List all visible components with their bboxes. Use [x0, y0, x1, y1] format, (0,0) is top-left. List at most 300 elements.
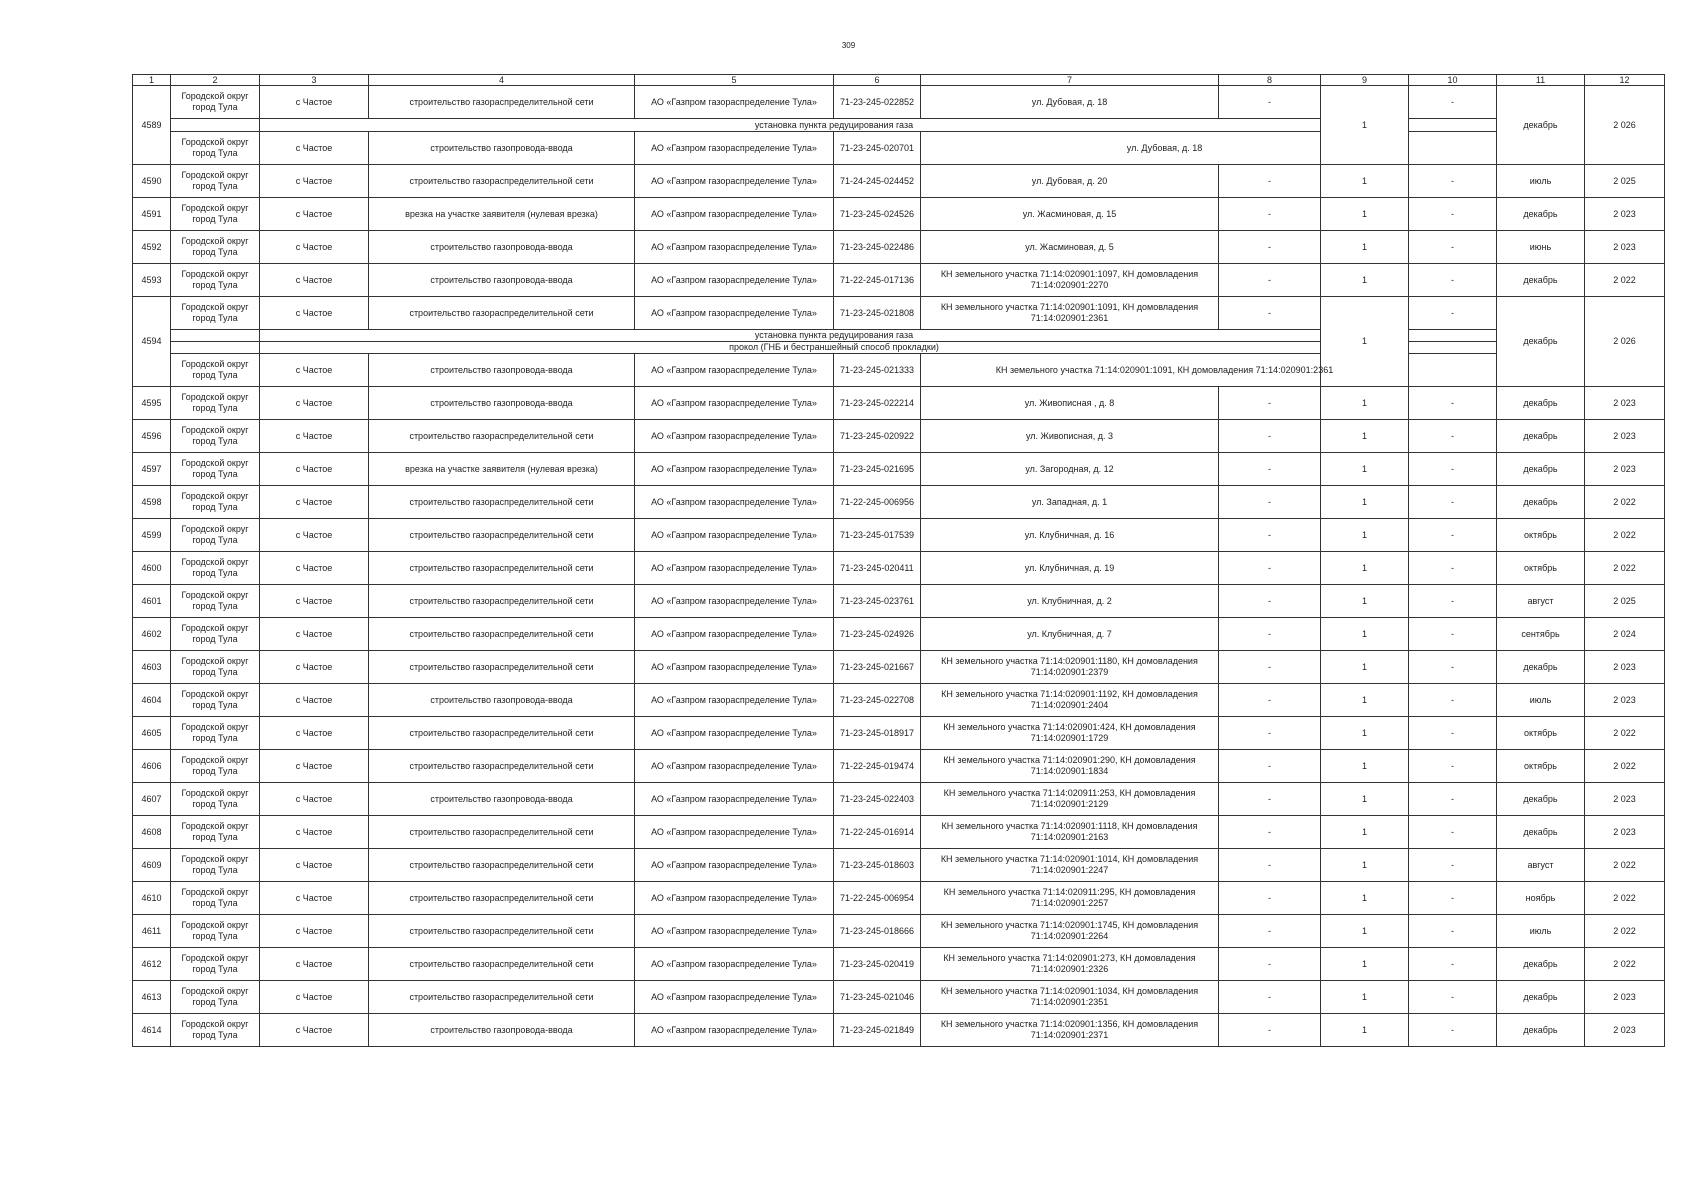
- column-8-cell: -: [1219, 165, 1321, 198]
- month-cell: декабрь: [1497, 486, 1585, 519]
- organization-cell: АО «Газпром газораспределение Тула»: [635, 264, 834, 297]
- work-type-cell: строительство газопровода-ввода: [369, 783, 635, 816]
- column-9-cell: 1: [1321, 882, 1409, 915]
- row-number-cell: 4610: [133, 882, 171, 915]
- organization-cell: АО «Газпром газораспределение Тула»: [635, 816, 834, 849]
- district-cell: Городской округ город Тула: [171, 387, 260, 420]
- row-number-cell: 4598: [133, 486, 171, 519]
- table-body: [133, 75, 1665, 1047]
- address-cell: КН земельного участка 71:14:020901:1034, КН домовладения 71:14:020901:2351: [921, 981, 1219, 1014]
- organization-cell: АО «Газпром газораспределение Тула»: [635, 585, 834, 618]
- application-code-cell: 71-23-245-024526: [834, 198, 921, 231]
- column-9-cell: 1: [1321, 849, 1409, 882]
- column-10-cell: [1409, 330, 1497, 342]
- row-number-cell: 4613: [133, 981, 171, 1014]
- work-type-cell: строительство газопровода-ввода: [369, 354, 635, 387]
- column-10-cell: -: [1409, 519, 1497, 552]
- year-cell: 2 022: [1585, 882, 1665, 915]
- organization-cell: АО «Газпром газораспределение Тула»: [635, 783, 834, 816]
- register-table: [132, 74, 1665, 1047]
- year-cell: 2 025: [1585, 165, 1665, 198]
- organization-cell: АО «Газпром газораспределение Тула»: [635, 231, 834, 264]
- year-cell: 2 026: [1585, 297, 1665, 387]
- column-10-cell: -: [1409, 486, 1497, 519]
- column-8-cell: -: [1219, 585, 1321, 618]
- district-cell: Городской округ город Тула: [171, 552, 260, 585]
- month-cell: декабрь: [1497, 198, 1585, 231]
- district-cell: Городской округ город Тула: [171, 783, 260, 816]
- settlement-cell: с Частое: [260, 849, 369, 882]
- column-10-cell: -: [1409, 915, 1497, 948]
- work-type-cell: строительство газопровода-ввода: [369, 684, 635, 717]
- settlement-cell: с Частое: [260, 585, 369, 618]
- district-cell: Городской округ город Тула: [171, 981, 260, 1014]
- organization-cell: АО «Газпром газораспределение Тула»: [635, 132, 834, 165]
- organization-cell: АО «Газпром газораспределение Тула»: [635, 948, 834, 981]
- table-row: [133, 585, 1665, 618]
- month-cell: июль: [1497, 915, 1585, 948]
- application-code-cell: 71-23-245-023761: [834, 585, 921, 618]
- work-type-cell: строительство газораспределительной сети: [369, 948, 635, 981]
- month-cell: август: [1497, 585, 1585, 618]
- month-cell: декабрь: [1497, 387, 1585, 420]
- address-cell: КН земельного участка 71:14:020901:1118, КН домовладения 71:14:020901:2163: [921, 816, 1219, 849]
- district-cell: Городской округ город Тула: [171, 297, 260, 330]
- table-row: [133, 750, 1665, 783]
- table-row: [133, 717, 1665, 750]
- settlement-cell: с Частое: [260, 165, 369, 198]
- settlement-cell: с Частое: [260, 453, 369, 486]
- column-8-cell: -: [1219, 264, 1321, 297]
- column-8-cell: -: [1219, 387, 1321, 420]
- column-10-cell: [1409, 342, 1497, 354]
- month-cell: декабрь: [1497, 816, 1585, 849]
- year-cell: 2 023: [1585, 816, 1665, 849]
- table-row: [133, 849, 1665, 882]
- table-row: [133, 618, 1665, 651]
- column-8-cell: -: [1219, 816, 1321, 849]
- row-number-cell: 4591: [133, 198, 171, 231]
- table-row: [133, 297, 1665, 330]
- district-cell: Городской округ город Тула: [171, 264, 260, 297]
- column-9-cell: 1: [1321, 297, 1409, 387]
- month-cell: октябрь: [1497, 717, 1585, 750]
- sub-work-cell: установка пункта редуцирования газа: [260, 330, 1409, 342]
- organization-cell: АО «Газпром газораспределение Тула»: [635, 453, 834, 486]
- column-8-cell: -: [1219, 618, 1321, 651]
- column-9-cell: 1: [1321, 618, 1409, 651]
- organization-cell: АО «Газпром газораспределение Тула»: [635, 717, 834, 750]
- empty-cell: [171, 330, 260, 342]
- year-cell: 2 022: [1585, 552, 1665, 585]
- organization-cell: АО «Газпром газораспределение Тула»: [635, 86, 834, 119]
- district-cell: Городской округ город Тула: [171, 354, 260, 387]
- settlement-cell: с Частое: [260, 948, 369, 981]
- column-9-cell: 1: [1321, 816, 1409, 849]
- column-10-cell: -: [1409, 198, 1497, 231]
- table-row: [133, 420, 1665, 453]
- application-code-cell: 71-23-245-020411: [834, 552, 921, 585]
- table-row: [133, 948, 1665, 981]
- address-cell: ул. Клубничная, д. 7: [921, 618, 1219, 651]
- address-cell: ул. Клубничная, д. 19: [921, 552, 1219, 585]
- address-cell: ул. Жасминовая, д. 15: [921, 198, 1219, 231]
- column-9-cell: 1: [1321, 165, 1409, 198]
- work-type-cell: строительство газораспределительной сети: [369, 486, 635, 519]
- column-10-cell: -: [1409, 420, 1497, 453]
- application-code-cell: 71-23-245-021808: [834, 297, 921, 330]
- column-10-cell: -: [1409, 783, 1497, 816]
- work-type-cell: строительство газораспределительной сети: [369, 585, 635, 618]
- application-code-cell: 71-23-245-017539: [834, 519, 921, 552]
- column-9-cell: 1: [1321, 453, 1409, 486]
- settlement-cell: с Частое: [260, 519, 369, 552]
- application-code-cell: 71-22-245-006956: [834, 486, 921, 519]
- empty-cell: [171, 119, 260, 132]
- application-code-cell: 71-23-245-020922: [834, 420, 921, 453]
- application-code-cell: 71-22-245-016914: [834, 816, 921, 849]
- district-cell: Городской округ город Тула: [171, 519, 260, 552]
- column-8-cell: -: [1219, 948, 1321, 981]
- column-header: 5: [635, 75, 834, 86]
- settlement-cell: с Частое: [260, 618, 369, 651]
- column-8-cell: -: [1219, 849, 1321, 882]
- work-type-cell: строительство газораспределительной сети: [369, 717, 635, 750]
- table-row: [133, 486, 1665, 519]
- district-cell: Городской округ город Тула: [171, 618, 260, 651]
- row-number-cell: 4609: [133, 849, 171, 882]
- district-cell: Городской округ город Тула: [171, 165, 260, 198]
- district-cell: Городской округ город Тула: [171, 816, 260, 849]
- column-8-cell: -: [1219, 486, 1321, 519]
- application-code-cell: 71-23-245-020419: [834, 948, 921, 981]
- month-cell: ноябрь: [1497, 882, 1585, 915]
- year-cell: 2 023: [1585, 420, 1665, 453]
- row-number-cell: 4594: [133, 297, 171, 387]
- district-cell: Городской округ город Тула: [171, 651, 260, 684]
- table-row: [133, 132, 1665, 165]
- district-cell: Городской округ город Тула: [171, 750, 260, 783]
- address-cell: ул. Жасминовая, д. 5: [921, 231, 1219, 264]
- column-9-cell: 1: [1321, 651, 1409, 684]
- row-number-cell: 4603: [133, 651, 171, 684]
- work-type-cell: строительство газораспределительной сети: [369, 981, 635, 1014]
- address-cell: ул. Живописная , д. 8: [921, 387, 1219, 420]
- month-cell: декабрь: [1497, 1014, 1585, 1047]
- column-9-cell: 1: [1321, 981, 1409, 1014]
- column-8-cell: -: [1219, 420, 1321, 453]
- address-cell: КН земельного участка 71:14:020901:424, КН домовладения 71:14:020901:1729: [921, 717, 1219, 750]
- settlement-cell: с Частое: [260, 750, 369, 783]
- month-cell: июль: [1497, 165, 1585, 198]
- address-cell: КН земельного участка 71:14:020901:273, КН домовладения 71:14:020901:2326: [921, 948, 1219, 981]
- settlement-cell: с Частое: [260, 882, 369, 915]
- organization-cell: АО «Газпром газораспределение Тула»: [635, 618, 834, 651]
- column-10-cell: -: [1409, 651, 1497, 684]
- column-9-cell: 1: [1321, 750, 1409, 783]
- month-cell: октябрь: [1497, 519, 1585, 552]
- district-cell: Городской округ город Тула: [171, 231, 260, 264]
- row-number-cell: 4608: [133, 816, 171, 849]
- year-cell: 2 023: [1585, 783, 1665, 816]
- column-9-cell: 1: [1321, 684, 1409, 717]
- organization-cell: АО «Газпром газораспределение Тула»: [635, 1014, 834, 1047]
- month-cell: октябрь: [1497, 552, 1585, 585]
- month-cell: август: [1497, 849, 1585, 882]
- settlement-cell: с Частое: [260, 816, 369, 849]
- application-code-cell: 71-23-245-022852: [834, 86, 921, 119]
- table-row: [133, 453, 1665, 486]
- organization-cell: АО «Газпром газораспределение Тула»: [635, 519, 834, 552]
- work-type-cell: строительство газораспределительной сети: [369, 651, 635, 684]
- column-10-cell: -: [1409, 816, 1497, 849]
- column-8-cell: -: [1219, 231, 1321, 264]
- row-number-cell: 4604: [133, 684, 171, 717]
- page-number: 309: [841, 41, 856, 50]
- year-cell: 2 023: [1585, 231, 1665, 264]
- sub-work-cell: прокол (ГНБ и бестраншейный способ прокладки): [260, 342, 1409, 354]
- table-row: [133, 882, 1665, 915]
- year-cell: 2 022: [1585, 486, 1665, 519]
- table-row: [133, 264, 1665, 297]
- work-type-cell: строительство газораспределительной сети: [369, 915, 635, 948]
- sub-work-row: [133, 330, 1665, 342]
- year-cell: 2 023: [1585, 1014, 1665, 1047]
- application-code-cell: 71-23-245-021695: [834, 453, 921, 486]
- application-code-cell: 71-23-245-018666: [834, 915, 921, 948]
- year-cell: 2 022: [1585, 264, 1665, 297]
- column-header: 11: [1497, 75, 1585, 86]
- application-code-cell: 71-22-245-017136: [834, 264, 921, 297]
- district-cell: Городской округ город Тула: [171, 1014, 260, 1047]
- address-cell: КН земельного участка 71:14:020901:1091, КН домовладения 71:14:020901:2361: [921, 297, 1219, 330]
- address-cell: КН земельного участка 71:14:020901:1356, КН домовладения 71:14:020901:2371: [921, 1014, 1219, 1047]
- district-cell: Городской округ город Тула: [171, 948, 260, 981]
- row-number-cell: 4589: [133, 86, 171, 165]
- application-code-cell: 71-23-245-021333: [834, 354, 921, 387]
- work-type-cell: строительство газопровода-ввода: [369, 1014, 635, 1047]
- year-cell: 2 022: [1585, 717, 1665, 750]
- address-cell: КН земельного участка 71:14:020901:1180, КН домовладения 71:14:020901:2379: [921, 651, 1219, 684]
- month-cell: декабрь: [1497, 783, 1585, 816]
- column-9-cell: 1: [1321, 231, 1409, 264]
- year-cell: 2 022: [1585, 750, 1665, 783]
- month-cell: июнь: [1497, 231, 1585, 264]
- address-cell: КН земельного участка 71:14:020901:1091, КН домовладения 71:14:020901:2361: [921, 354, 1409, 387]
- year-cell: 2 023: [1585, 981, 1665, 1014]
- table-row: [133, 981, 1665, 1014]
- work-type-cell: строительство газопровода-ввода: [369, 132, 635, 165]
- column-10-cell: -: [1409, 552, 1497, 585]
- column-10-cell: -: [1409, 684, 1497, 717]
- organization-cell: АО «Газпром газораспределение Тула»: [635, 486, 834, 519]
- row-number-cell: 4595: [133, 387, 171, 420]
- work-type-cell: строительство газораспределительной сети: [369, 816, 635, 849]
- settlement-cell: с Частое: [260, 552, 369, 585]
- column-10-cell: -: [1409, 453, 1497, 486]
- table-row: [133, 354, 1665, 387]
- column-header: 8: [1219, 75, 1321, 86]
- district-cell: Городской округ город Тула: [171, 198, 260, 231]
- year-cell: 2 022: [1585, 915, 1665, 948]
- month-cell: октябрь: [1497, 750, 1585, 783]
- application-code-cell: 71-23-245-022403: [834, 783, 921, 816]
- settlement-cell: с Частое: [260, 981, 369, 1014]
- column-10-cell: -: [1409, 264, 1497, 297]
- organization-cell: АО «Газпром газораспределение Тула»: [635, 915, 834, 948]
- row-number-cell: 4602: [133, 618, 171, 651]
- settlement-cell: с Частое: [260, 231, 369, 264]
- header-row: [133, 75, 1665, 86]
- sub-work-row: [133, 119, 1665, 132]
- work-type-cell: строительство газопровода-ввода: [369, 387, 635, 420]
- column-10-cell: -: [1409, 717, 1497, 750]
- district-cell: Городской округ город Тула: [171, 453, 260, 486]
- month-cell: декабрь: [1497, 420, 1585, 453]
- row-number-cell: 4599: [133, 519, 171, 552]
- work-type-cell: строительство газораспределительной сети: [369, 882, 635, 915]
- settlement-cell: с Частое: [260, 1014, 369, 1047]
- address-cell: ул. Загородная, д. 12: [921, 453, 1219, 486]
- column-8-cell: -: [1219, 981, 1321, 1014]
- column-10-cell: -: [1409, 231, 1497, 264]
- table-row: [133, 1014, 1665, 1047]
- year-cell: 2 023: [1585, 453, 1665, 486]
- column-10-cell: [1409, 119, 1497, 132]
- column-8-cell: -: [1219, 1014, 1321, 1047]
- district-cell: Городской округ город Тула: [171, 420, 260, 453]
- district-cell: Городской округ город Тула: [171, 915, 260, 948]
- settlement-cell: с Частое: [260, 387, 369, 420]
- column-9-cell: 1: [1321, 387, 1409, 420]
- table-row: [133, 915, 1665, 948]
- column-header: 9: [1321, 75, 1409, 86]
- column-header: 3: [260, 75, 369, 86]
- column-10-cell: -: [1409, 86, 1497, 119]
- address-cell: ул. Дубовая, д. 18: [921, 132, 1409, 165]
- column-9-cell: 1: [1321, 948, 1409, 981]
- application-code-cell: 71-23-245-022486: [834, 231, 921, 264]
- year-cell: 2 023: [1585, 387, 1665, 420]
- table-row: [133, 552, 1665, 585]
- row-number-cell: 4593: [133, 264, 171, 297]
- address-cell: ул. Клубничная, д. 2: [921, 585, 1219, 618]
- address-cell: ул. Клубничная, д. 16: [921, 519, 1219, 552]
- column-9-cell: 1: [1321, 264, 1409, 297]
- table-row: [133, 651, 1665, 684]
- column-8-cell: -: [1219, 717, 1321, 750]
- month-cell: сентябрь: [1497, 618, 1585, 651]
- organization-cell: АО «Газпром газораспределение Тула»: [635, 420, 834, 453]
- settlement-cell: с Частое: [260, 486, 369, 519]
- column-10-cell: -: [1409, 750, 1497, 783]
- address-cell: КН земельного участка 71:14:020901:1014, КН домовладения 71:14:020901:2247: [921, 849, 1219, 882]
- column-9-cell: 1: [1321, 198, 1409, 231]
- application-code-cell: 71-24-245-024452: [834, 165, 921, 198]
- month-cell: декабрь: [1497, 981, 1585, 1014]
- column-9-cell: 1: [1321, 552, 1409, 585]
- district-cell: Городской округ город Тула: [171, 849, 260, 882]
- column-header: 2: [171, 75, 260, 86]
- work-type-cell: строительство газораспределительной сети: [369, 849, 635, 882]
- organization-cell: АО «Газпром газораспределение Тула»: [635, 750, 834, 783]
- table-row: [133, 783, 1665, 816]
- column-9-cell: 1: [1321, 915, 1409, 948]
- row-number-cell: 4612: [133, 948, 171, 981]
- application-code-cell: 71-23-245-021667: [834, 651, 921, 684]
- row-number-cell: 4600: [133, 552, 171, 585]
- address-cell: КН земельного участка 71:14:020911:253, КН домовладения 71:14:020901:2129: [921, 783, 1219, 816]
- row-number-cell: 4605: [133, 717, 171, 750]
- address-cell: КН земельного участка 71:14:020911:295, КН домовладения 71:14:020901:2257: [921, 882, 1219, 915]
- application-code-cell: 71-23-245-024926: [834, 618, 921, 651]
- column-8-cell: -: [1219, 684, 1321, 717]
- row-number-cell: 4590: [133, 165, 171, 198]
- row-number-cell: 4596: [133, 420, 171, 453]
- month-cell: июль: [1497, 684, 1585, 717]
- column-9-cell: 1: [1321, 420, 1409, 453]
- settlement-cell: с Частое: [260, 684, 369, 717]
- application-code-cell: 71-22-245-019474: [834, 750, 921, 783]
- column-10-cell: -: [1409, 387, 1497, 420]
- month-cell: декабрь: [1497, 651, 1585, 684]
- row-number-cell: 4611: [133, 915, 171, 948]
- column-9-cell: 1: [1321, 519, 1409, 552]
- column-10-cell: -: [1409, 165, 1497, 198]
- column-8-cell: -: [1219, 453, 1321, 486]
- organization-cell: АО «Газпром газораспределение Тула»: [635, 354, 834, 387]
- district-cell: Городской округ город Тула: [171, 717, 260, 750]
- organization-cell: АО «Газпром газораспределение Тула»: [635, 651, 834, 684]
- column-header: 12: [1585, 75, 1665, 86]
- address-cell: ул. Живописная, д. 3: [921, 420, 1219, 453]
- sub-work-cell: установка пункта редуцирования газа: [260, 119, 1409, 132]
- month-cell: декабрь: [1497, 297, 1585, 387]
- row-number-cell: 4607: [133, 783, 171, 816]
- table-row: [133, 816, 1665, 849]
- work-type-cell: строительство газораспределительной сети: [369, 297, 635, 330]
- column-10-cell: -: [1409, 618, 1497, 651]
- year-cell: 2 023: [1585, 198, 1665, 231]
- row-number-cell: 4614: [133, 1014, 171, 1047]
- district-cell: Городской округ город Тула: [171, 882, 260, 915]
- column-10-cell: -: [1409, 948, 1497, 981]
- year-cell: 2 025: [1585, 585, 1665, 618]
- row-number-cell: 4606: [133, 750, 171, 783]
- table-row: [133, 519, 1665, 552]
- organization-cell: АО «Газпром газораспределение Тула»: [635, 387, 834, 420]
- column-8-cell: -: [1219, 882, 1321, 915]
- address-cell: КН земельного участка 71:14:020901:1097, КН домовладения 71:14:020901:2270: [921, 264, 1219, 297]
- organization-cell: АО «Газпром газораспределение Тула»: [635, 297, 834, 330]
- settlement-cell: с Частое: [260, 783, 369, 816]
- work-type-cell: врезка на участке заявителя (нулевая врезка): [369, 453, 635, 486]
- column-9-cell: 1: [1321, 783, 1409, 816]
- work-type-cell: строительство газораспределительной сети: [369, 552, 635, 585]
- work-type-cell: врезка на участке заявителя (нулевая врезка): [369, 198, 635, 231]
- district-cell: Городской округ город Тула: [171, 585, 260, 618]
- organization-cell: АО «Газпром газораспределение Тула»: [635, 552, 834, 585]
- year-cell: 2 026: [1585, 86, 1665, 165]
- sub-work-row: [133, 342, 1665, 354]
- organization-cell: АО «Газпром газораспределение Тула»: [635, 165, 834, 198]
- settlement-cell: с Частое: [260, 915, 369, 948]
- empty-cell: [171, 342, 260, 354]
- column-header: 7: [921, 75, 1219, 86]
- district-cell: Городской округ город Тула: [171, 486, 260, 519]
- work-type-cell: строительство газораспределительной сети: [369, 519, 635, 552]
- column-9-cell: 1: [1321, 1014, 1409, 1047]
